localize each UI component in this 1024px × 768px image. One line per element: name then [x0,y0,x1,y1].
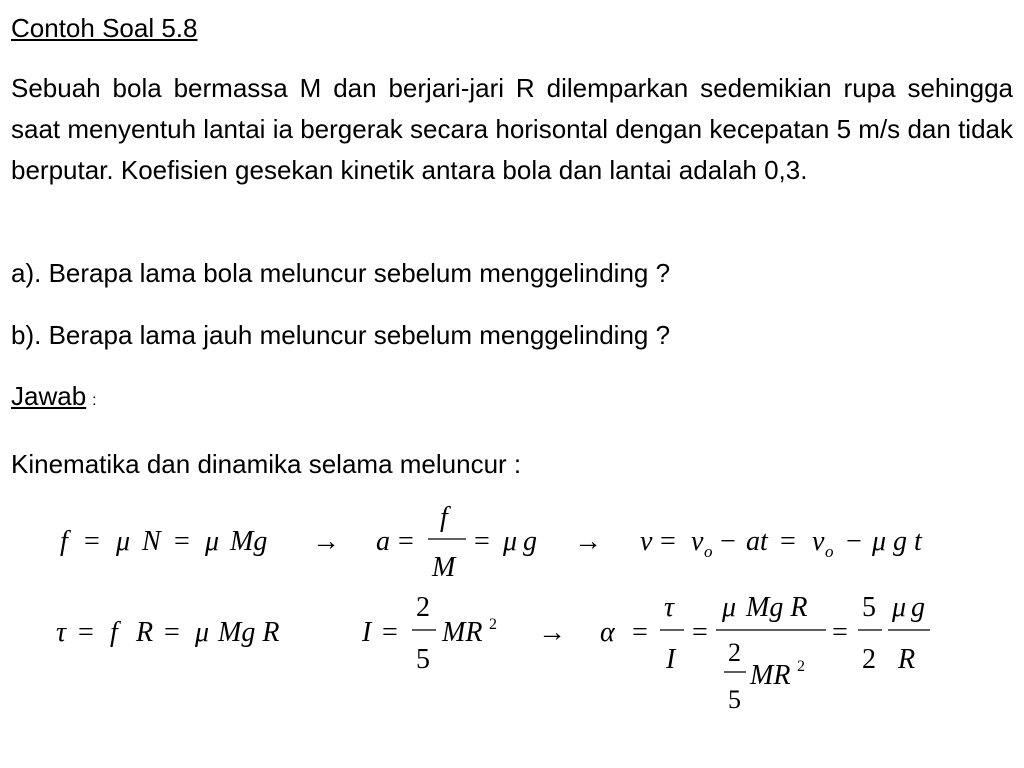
svg-text:2: 2 [728,638,741,667]
svg-text:=: = [692,617,708,648]
arrow-icon: → [538,617,566,648]
svg-text:α: α [600,617,615,648]
svg-text:g: g [523,526,537,557]
svg-text:M: M [432,552,456,583]
section-heading: Kinematika dan dinamika selama meluncur : [11,449,522,479]
svg-text:=: = [632,617,648,648]
svg-text:−: − [846,526,862,557]
svg-text:2: 2 [862,644,876,675]
svg-text:=: = [78,617,94,648]
svg-text:μ: μ [892,592,907,623]
svg-text:2: 2 [416,592,430,623]
svg-text:v: v [812,526,825,557]
svg-text:MR: MR [442,617,483,648]
svg-text:2: 2 [489,616,497,633]
svg-text:=: = [660,526,676,557]
answer-label: Jawab [11,381,87,411]
problem-statement: Sebuah bola bermassa M dan berjari-jari R dilemparkan sedemikian rupa sehingga saat menyentuh lantai ia bergerak secara horisontal dengan kecepatan 5 m/s dan tidak berputar. Koefisien gesekan kinetik antara bola dan lantai adalah 0,3. [11,73,1013,185]
svg-text:R: R [898,644,916,675]
svg-text:=: = [164,617,180,648]
svg-text:v: v [640,526,653,557]
svg-text:v: v [691,526,704,557]
svg-text:o: o [825,542,834,561]
svg-text:=: = [398,526,414,557]
equation-acceleration [376,502,537,583]
svg-text:o: o [704,542,713,561]
equation-velocity [640,526,923,561]
svg-text:MR: MR [750,660,791,691]
svg-text:a: a [376,526,390,557]
svg-text:=: = [780,526,796,557]
question-b: b). Berapa lama jauh meluncur sebelum menggelinding ? [11,320,671,350]
svg-text:=: = [84,526,100,557]
equation-torque [56,617,279,648]
svg-text:μ: μ [116,526,131,557]
svg-text:f: f [60,526,68,557]
equation-inertia [361,592,497,675]
svg-text:g t: g t [893,526,922,557]
equation-angular-acceleration [600,592,930,714]
svg-text:2: 2 [797,658,805,675]
answer-colon: : [92,392,97,409]
svg-text:5: 5 [862,592,876,623]
svg-text:Mg R: Mg R [218,617,280,648]
svg-text:R: R [136,617,154,648]
svg-text:−: − [720,526,736,557]
svg-text:μ: μ [205,526,220,557]
svg-text:5: 5 [416,644,430,675]
svg-text:=: = [382,617,398,648]
question-a: a). Berapa lama bola meluncur sebelum menggelinding ? [11,258,671,288]
svg-text:=: = [474,526,490,557]
svg-text:=: = [174,526,190,557]
svg-text:τ: τ [56,617,67,648]
svg-text:τ: τ [664,592,675,623]
svg-text:μ: μ [872,526,887,557]
arrow-icon: → [574,526,602,557]
svg-text:=: = [832,617,848,648]
svg-text:Mg: Mg [230,526,268,557]
svg-text:f: f [110,617,118,648]
svg-text:5: 5 [728,685,741,714]
equation-friction [60,526,267,557]
svg-text:I: I [362,617,372,648]
svg-text:Mg R: Mg R [746,592,808,623]
svg-text:μ: μ [503,526,518,557]
svg-text:N: N [142,526,161,557]
slide-title: Contoh Soal 5.8 [11,13,198,43]
svg-text:I: I [666,644,676,675]
arrow-icon: → [312,526,340,557]
svg-text:f: f [440,502,448,533]
svg-text:μ: μ [195,617,210,648]
svg-text:at: at [746,526,768,557]
svg-text:g: g [911,592,925,623]
svg-text:μ: μ [722,592,737,623]
